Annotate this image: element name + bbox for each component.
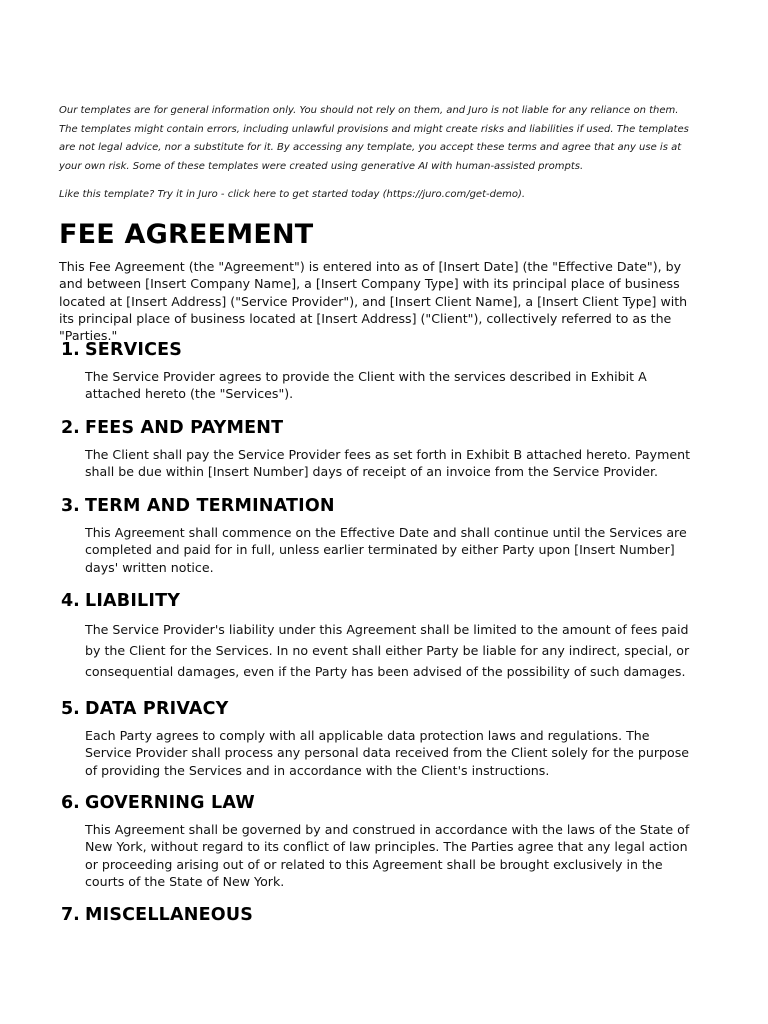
section-heading: MISCELLANEOUS <box>85 905 254 925</box>
section-governing-law <box>59 793 699 890</box>
section-miscellaneous <box>59 905 699 931</box>
section-number: 7. <box>61 905 80 925</box>
document-title: FEE AGREEMENT <box>59 219 314 250</box>
section-number: 6. <box>61 793 80 813</box>
section-body: Each Party agrees to comply with all applicable data protection laws and regulations. The Service Provider shall process any personal data received from the Client solely for the purpose of providing the Services and in accordance with the Client's instructions. <box>85 728 690 778</box>
section-number: 2. <box>61 418 80 438</box>
cta-text[interactable]: Like this template? Try it in Juro - click here to get started today (https://juro.com/get-demo). <box>59 189 526 200</box>
section-services <box>59 340 699 403</box>
disclaimer-text: Our templates are for general information only. You should not rely on them, and Juro is not liable for any reliance on them. The templates might contain errors, including unlawful provisions and might create risks and liabilities if used. The templates are not legal advice, nor a substitute for it. By accessing any template, you accept these terms and agree that any use is at your own risk. Some of these templates were created using generative AI with human-assisted prompts. <box>59 105 689 172</box>
section-number: 3. <box>61 496 80 516</box>
section-data-privacy <box>59 699 699 779</box>
section-liability <box>59 591 699 682</box>
section-number: 4. <box>61 591 80 611</box>
section-body: The Service Provider agrees to provide the Client with the services described in Exhibit A attached hereto (the "Services"). <box>85 369 647 402</box>
section-number: 5. <box>61 699 80 719</box>
section-heading: SERVICES <box>85 340 183 360</box>
section-term-and-termination <box>59 496 699 576</box>
section-heading: LIABILITY <box>85 591 181 611</box>
section-number: 1. <box>61 340 80 360</box>
intro-paragraph: This Fee Agreement (the "Agreement") is entered into as of [Insert Date] (the "Effective Date"), by and between [Insert Company Name], a [Insert Company Type] with its principal place of business located at [Insert Address] ("Service Provider"), and [Insert Client Name], a [Insert Client Type] with its principal place of business located at [Insert Address] ("Client"), collectively referred to as the "Parties." <box>59 259 688 344</box>
section-body: The Service Provider's liability under this Agreement shall be limited to the amount of fees paid by the Client for the Services. In no event shall either Party be liable for any indirect, special, or consequential damages, even if the Party has been advised of the possibility of such damages. <box>85 622 690 679</box>
section-heading: FEES AND PAYMENT <box>85 418 284 438</box>
section-heading: TERM AND TERMINATION <box>85 496 335 516</box>
section-heading: DATA PRIVACY <box>85 699 229 719</box>
section-body: The Client shall pay the Service Provider fees as set forth in Exhibit B attached hereto. Payment shall be due within [Insert Number] days of receipt of an invoice from the Service Provider. <box>85 447 691 480</box>
section-fees-and-payment <box>59 418 699 481</box>
section-body: This Agreement shall commence on the Effective Date and shall continue until the Services are completed and paid for in full, unless earlier terminated by either Party upon [Insert Number] days' written notice. <box>85 525 687 575</box>
section-body: This Agreement shall be governed by and construed in accordance with the laws of the State of New York, without regard to its conflict of law principles. The Parties agree that any legal action or proceeding arising out of or related to this Agreement shall be brought exclusively in the courts of the State of New York. <box>85 822 690 889</box>
section-heading: GOVERNING LAW <box>85 793 255 813</box>
